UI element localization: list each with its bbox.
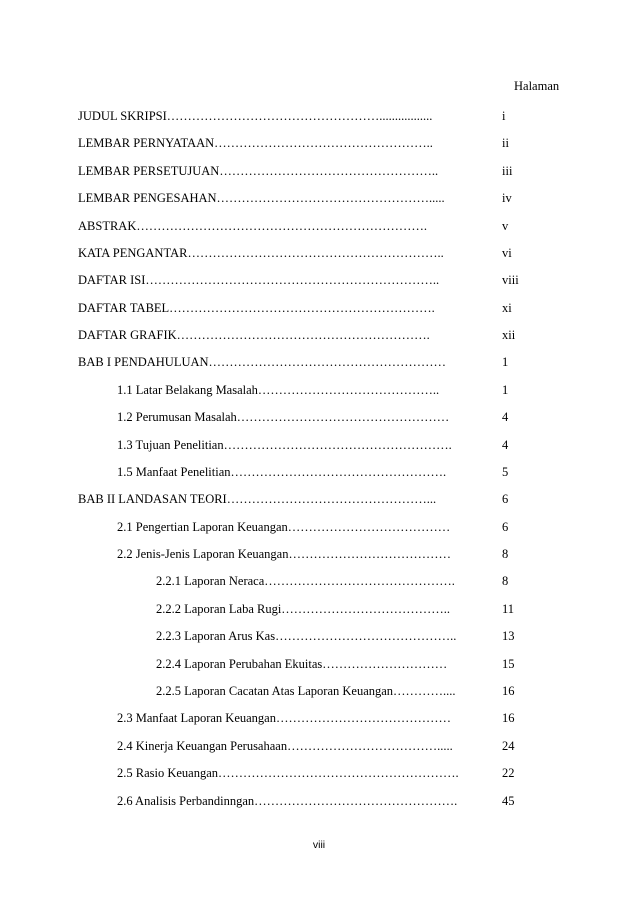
toc-entry-page: 1 (502, 355, 509, 370)
toc-entry-title: 2.2 Jenis-Jenis Laporan Keuangan………………………………… (117, 547, 451, 562)
toc-entry-page: xi (502, 300, 512, 315)
toc-entry (0, 490, 638, 508)
toc-entry (0, 655, 638, 673)
toc-entry-page: 45 (502, 793, 515, 808)
toc-entry-page: 15 (502, 656, 515, 671)
toc-entry-page: 16 (502, 683, 515, 698)
toc-entry-page: iii (502, 163, 513, 178)
toc-entry-title: 2.4 Kinerja Keuangan Perusahaan………………………………..... (117, 738, 453, 753)
toc-entry (0, 244, 638, 262)
toc-entry-title: 2.3 Manfaat Laporan Keuangan…………………………………… (117, 711, 451, 726)
toc-entry (0, 326, 638, 344)
toc-entry-page: vi (502, 245, 512, 260)
toc-entry-page: xii (502, 328, 516, 343)
toc-entry-page: v (502, 218, 509, 233)
toc-entry-title: LEMBAR PENGESAHAN……………………………………………..... (78, 191, 445, 206)
toc-entry-page: viii (502, 273, 519, 288)
page-column-header: Halaman (514, 79, 560, 93)
toc-entry-title: 1.5 Manfaat Penelitian……………………………………………. (117, 464, 447, 479)
toc-entry-page: 4 (502, 437, 509, 452)
toc-entry-title: LEMBAR PERSETUJUAN…………………………………………….. (78, 163, 439, 178)
toc-entry (0, 764, 638, 782)
toc-entry (0, 217, 638, 235)
toc-entry (0, 381, 638, 399)
toc-entry-page: 11 (502, 601, 515, 616)
toc-entry (0, 737, 638, 755)
toc-entry-page: 13 (502, 629, 515, 644)
toc-entry-page: 22 (502, 766, 515, 781)
toc-entry-page: 4 (502, 410, 509, 425)
toc-entry (0, 600, 638, 618)
toc-entry-title: 2.2.5 Laporan Cacatan Atas Laporan Keuangan………….... (156, 683, 456, 698)
toc-entry (0, 463, 638, 481)
toc-entry-title: 2.2.1 Laporan Neraca………………………………………. (156, 574, 455, 589)
toc-entry (0, 162, 638, 180)
toc-entry-title: BAB II LANDASAN TEORI…………………………………………... (78, 492, 437, 507)
toc-entry-page: 6 (502, 519, 509, 534)
toc-entry-title: LEMBAR PERNYATAAN…………………………………………….. (78, 136, 433, 151)
toc-entry-title: KATA PENGANTAR…………………………………………………….. (78, 245, 444, 260)
toc-entry-title: 2.2.4 Laporan Perubahan Ekuitas………………………… (156, 656, 448, 671)
toc-entry-page: 8 (502, 547, 509, 562)
toc-entry (0, 299, 638, 317)
toc-entry-page: ii (502, 136, 509, 151)
toc-entry (0, 709, 638, 727)
toc-entry-title: JUDUL SKRIPSI……………………………………………................. (78, 109, 433, 123)
toc-entry-title: 2.5 Rasio Keuangan…………………………………………………. (117, 766, 459, 781)
toc-entry-title: DAFTAR ISI…………………………………………………………….. (78, 273, 440, 288)
toc-entry (0, 107, 638, 125)
toc-entry (0, 189, 638, 207)
toc-entry-page: 1 (502, 382, 509, 397)
toc-entry (0, 682, 638, 700)
toc-entry (0, 572, 638, 590)
toc-entry-title: 1.1 Latar Belakang Masalah…………………………………….. (117, 382, 440, 397)
toc-entry-title: 2.2.3 Laporan Arus Kas…………………………………….. (156, 629, 457, 644)
toc-entry (0, 436, 638, 454)
toc-entry (0, 627, 638, 645)
toc-entry (0, 792, 638, 810)
toc-entry-title: 1.2 Perumusan Masalah…………………………………………… (117, 410, 450, 425)
toc-entry-page: iv (502, 191, 512, 206)
toc-entry (0, 408, 638, 426)
toc-entry-title: 2.6 Analisis Perbandinngan…………………………………………. (117, 793, 458, 808)
toc-entry-title: ABSTRAK……………………………………………………………. (78, 218, 427, 233)
toc-entry-page: i (502, 109, 506, 123)
toc-entry (0, 134, 638, 152)
toc-entry (0, 271, 638, 289)
toc-entry (0, 353, 638, 371)
toc-entry-title: BAB I PENDAHULUAN………………………………………………… (78, 355, 447, 370)
toc-entry-page: 6 (502, 492, 509, 507)
page-number: viii (312, 839, 326, 851)
toc-entry-page: 8 (502, 574, 509, 589)
toc-entry (0, 545, 638, 563)
toc-entry-title: 2.2.2 Laporan Laba Rugi………………………………….. (156, 601, 451, 616)
toc-entry-title: 1.3 Tujuan Penelitian………………………………………………. (117, 437, 452, 452)
toc-entry-page: 5 (502, 464, 509, 479)
toc-entry-title: DAFTAR TABEL………………………………………………………. (78, 300, 435, 315)
toc-entry-page: 24 (502, 738, 515, 753)
toc-entry-title: 2.1 Pengertian Laporan Keuangan………………………………… (117, 519, 451, 534)
toc-entry (0, 518, 638, 536)
toc-entry-title: DAFTAR GRAFIK……………………………………………………. (78, 328, 430, 343)
toc-entry-page: 16 (502, 711, 515, 726)
